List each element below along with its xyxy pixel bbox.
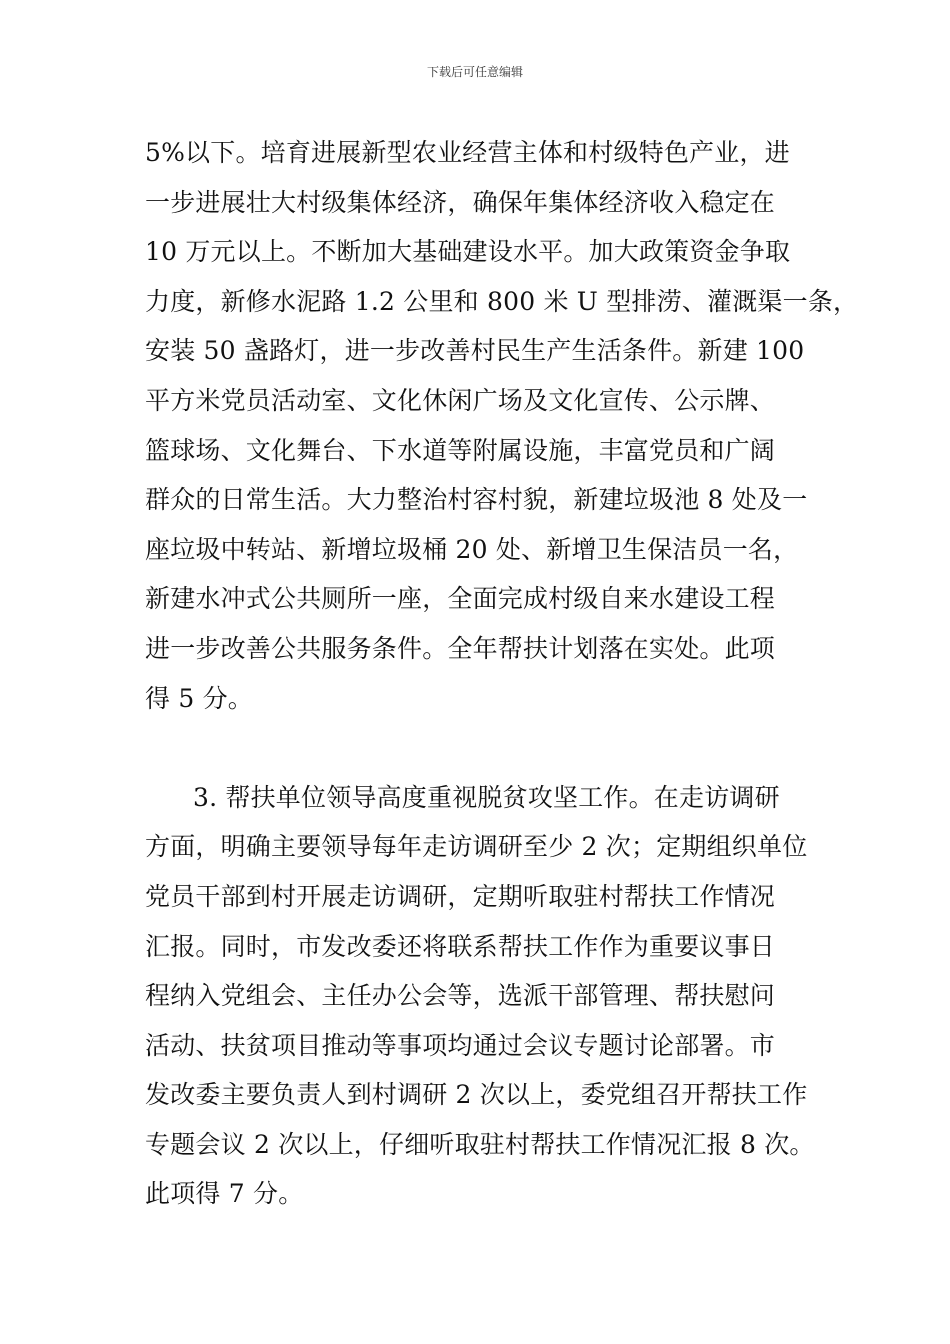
text-line: 进一步改善公共服务条件。全年帮扶计划落在实处。此项: [145, 633, 776, 663]
text-line: 5%以下。培育进展新型农业经营主体和村级特色产业，进: [145, 138, 790, 167]
text-line: 新建水冲式公共厕所一座，全面完成村级自来水建设工程: [145, 584, 776, 614]
text-line: 平方米党员活动室、文化休闲广场及文化宣传、公示牌、: [145, 385, 776, 415]
text-line: 党员干部到村开展走访调研，定期听取驻村帮扶工作情况: [145, 881, 776, 911]
text-line: 专题会议 2 次以上，仔细听取驻村帮扶工作情况汇报 8 次。: [145, 1129, 815, 1159]
text-line: 得 5 分。: [145, 683, 253, 713]
text-line: 程纳入党组会、主任办公会等，选派干部管理、帮扶慰问: [145, 981, 776, 1011]
paragraph-infrastructure: [145, 128, 859, 723]
text-line: 群众的日常生活。大力整治村容村貌，新建垃圾池 8 处及一: [145, 485, 808, 515]
paragraph-gap: [145, 723, 810, 773]
text-line: 力度，新修水泥路 1.2 公里和 800 米 U 型排涝、灌溉渠一条，: [145, 286, 859, 316]
text-line: 发改委主要负责人到村调研 2 次以上，委党组召开帮扶工作: [145, 1080, 808, 1110]
text-line: 安装 50 盏路灯，进一步改善村民生产生活条件。新建 100: [145, 336, 805, 366]
paragraph-leadership: [145, 773, 815, 1219]
text-line: 座垃圾中转站、新增垃圾桶 20 处、新增卫生保洁员一名，: [145, 534, 799, 564]
text-line: 此项得 7 分。: [145, 1179, 304, 1209]
text-line: 10 万元以上。不断加大基础建设水平。加大政策资金争取: [145, 237, 791, 267]
text-line: 汇报。同时，市发改委还将联系帮扶工作作为重要议事日: [145, 931, 776, 961]
document-body: [145, 128, 859, 1219]
text-line: 方面，明确主要领导每年走访调研至少 2 次；定期组织单位: [145, 832, 808, 862]
text-line: 一步进展壮大村级集体经济，确保年集体经济收入稳定在: [145, 187, 776, 217]
page-header: 下载后可任意编辑: [426, 65, 523, 79]
text-line: 活动、扶贫项目推动等事项均通过会议专题讨论部署。市: [145, 1030, 776, 1060]
text-line: 3. 帮扶单位领导高度重视脱贫攻坚工作。在走访调研: [193, 782, 780, 812]
text-line: 篮球场、文化舞台、下水道等附属设施，丰富党员和广阔: [145, 435, 776, 465]
